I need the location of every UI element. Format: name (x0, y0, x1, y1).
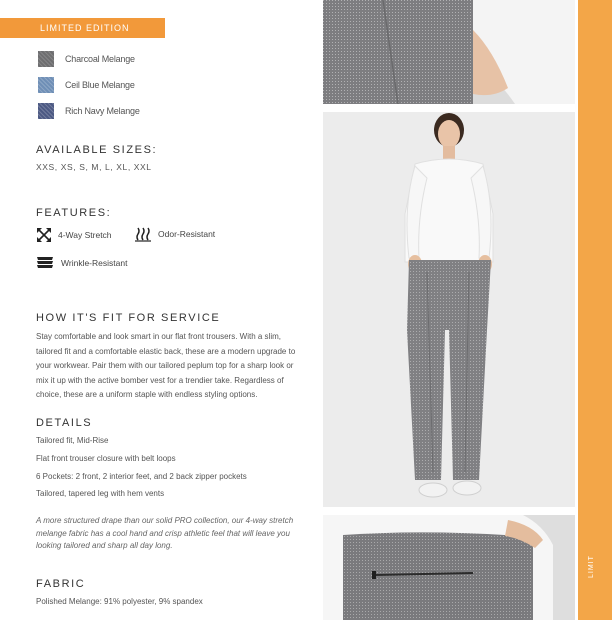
detail-item: Flat front trouser closure with belt loops (36, 454, 176, 463)
swatch-label: Charcoal Melange (65, 54, 135, 64)
fabric-composition: Polished Melange: 91% polyester, 9% spandex (36, 597, 203, 606)
sizes-heading: AVAILABLE SIZES: (36, 144, 158, 156)
feature-wrinkle-resistant (36, 256, 127, 269)
fit-description: Stay comfortable and look smart in our flat front trousers. With a slim, tailored fit and a comfortable elastic back, these are a modern upgrade to your workwear. Pair them with our tailored peplum top for a sharp look or mix it up with the active bomber vest for a trendier take. Regardless of choice, these are a uniform staple with endless styling options. (36, 332, 296, 399)
swatch-label: Ceil Blue Melange (65, 80, 135, 90)
fabric-quote: A more structured drape than our solid PRO collection, our 4-way stretch melange fabric has a cool hand and crisp athletic feel that will leave you looking tailored and sharp all day long. (36, 516, 294, 550)
product-photo-model-full (323, 112, 575, 507)
details-heading: DETAILS (36, 417, 93, 429)
wrinkle-stack-icon (36, 256, 54, 269)
feature-label: 4-Way Stretch (58, 230, 112, 240)
detail-item: Tailored, tapered leg with hem vents (36, 489, 165, 498)
feature-4-way-stretch (37, 228, 112, 242)
fit-heading: HOW IT'S FIT FOR SERVICE (36, 312, 221, 324)
fabric-heading: FABRIC (36, 578, 86, 590)
feature-label: Wrinkle-Resistant (61, 257, 128, 268)
rich-navy-swatch-chip (38, 103, 54, 119)
detail-item: 6 Pockets: 2 front, 2 interior feet, and 2 back zipper pockets (36, 472, 247, 481)
product-photo-waist-closeup (323, 0, 575, 104)
swatch-ceil-blue[interactable] (38, 72, 140, 98)
side-band-label: LIMIT (588, 555, 595, 578)
swatch-label: Rich Navy Melange (65, 106, 140, 116)
feature-label: Odor-Resistant (158, 229, 216, 239)
stretch-arrows-icon (37, 228, 51, 242)
feature-odor-resistant (135, 226, 215, 242)
features-heading: FEATURES: (36, 207, 112, 219)
charcoal-swatch-chip (38, 51, 54, 67)
product-photo-back-pocket (323, 515, 575, 620)
sizes-list: XXS, XS, S, M, L, XL, XXL (36, 162, 152, 172)
odor-waves-icon (135, 226, 151, 242)
color-swatch-list (38, 46, 140, 124)
ceil-blue-swatch-chip (38, 77, 54, 93)
limited-edition-badge: LIMITED EDITION (0, 18, 165, 38)
side-accent-band (578, 0, 612, 620)
swatch-rich-navy[interactable] (38, 98, 140, 124)
detail-item: Tailored fit, Mid-Rise (36, 436, 109, 445)
swatch-charcoal[interactable] (38, 46, 140, 72)
